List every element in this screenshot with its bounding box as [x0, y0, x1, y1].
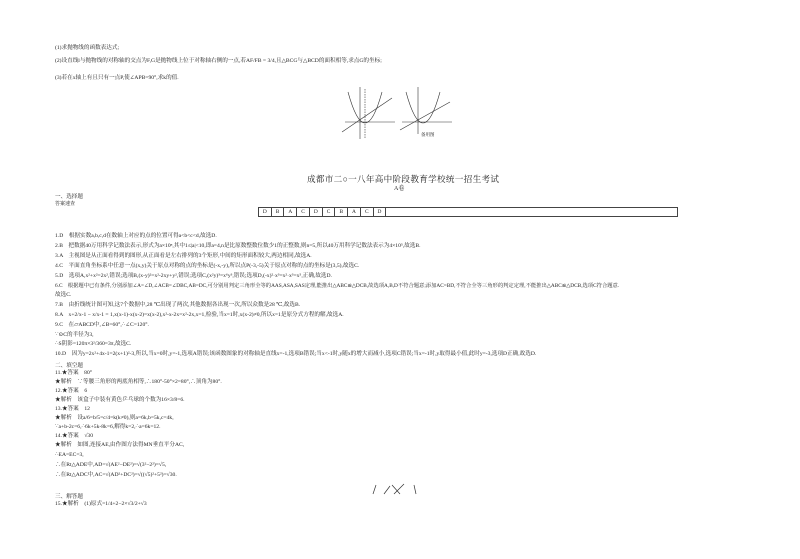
parabola-figure-main — [342, 87, 395, 139]
top-question-3: (3)若在x轴上有且只有一点P,使∠APB=90°,求k的值. — [55, 75, 179, 81]
fill-line: 13.★答案 12 — [55, 406, 90, 412]
fill-line: 11.★答案 80° — [55, 370, 92, 376]
fill-line: 12.★答案 6 — [55, 388, 88, 394]
answer-cell: D — [259, 208, 272, 217]
solution-line: 4.C 平面直角坐标系中任意一点(x,y)关于原点对称的点的坐标是(-x,-y),所以点P(-3,-5)关于原点对称的点的坐标是(3,5),故选C. — [55, 263, 360, 269]
solution-line: 2.B 把数据40万用科学记数法表示,形式为a×10ⁿ,其中1≤|a|<10,即a=4,n是比原数整数位数少1的正整数,则n=5,所以40万用科学记数法表示为4×10⁵,故选B. — [55, 243, 421, 249]
answer-row — [259, 208, 678, 217]
answer-cell-blank — [386, 208, 678, 217]
solution-line: 6.C 根据题中已有条件,分别添加∠A=∠D,∠ACB=∠DBC,AB=DC,可分别用判定三角形全等的AAS,ASA,SAS定理,能推出△ABC≌△DCB,故选项A,B,D不符合题意;添加AC=BD,不符合全等三角形的判定定理,不能推出△ABC≌△DCB,选项C符合题意. — [55, 283, 620, 289]
answer-cell: C — [297, 208, 310, 217]
construction-sketch — [370, 482, 430, 496]
answer-cell: D — [373, 208, 386, 217]
answer-cell: D — [309, 208, 322, 217]
section-fill-heading: 二、填空题 — [55, 363, 83, 369]
fill-line: ∴EA=EC=3, — [55, 452, 84, 458]
solution-line: ∵⊙C的半径为3, — [55, 332, 94, 338]
answer-cell: A — [284, 208, 297, 217]
top-question-1: (1)求抛物线的函数表达式; — [55, 45, 120, 51]
solution-line: 10.D 因为y=2x²+4x-1=2(x+1)²-3,所以,当x=0时,y=-1,选项A错误;该函数图象的对称轴是直线x=-1,选项B错误;当x<-1时,y随x的增大而减小,选项C错误;当x=-1时,y取得最小值,此时y=-3,选项D正确,故选D. — [55, 351, 537, 357]
fill-line: ∴在Rt△ADE中,AD=√(AE²−DE²)=√(3²−2²)=√5, — [55, 462, 167, 468]
top-question-2: (2)设直线l与抛物线的对称轴的交点为F,G是抛物线上位于对称轴右侧的一点,若AF/FB = 3/4,且△BCG与△BCD的面积相等,求点G的坐标; — [55, 58, 382, 64]
fill-line: ★解析 ∵等腰三角形的两底角相等,∴180°-50°×2=80°,∴顶角为80°. — [55, 379, 222, 385]
parabola-figure-spare — [400, 87, 452, 134]
section-choice-heading: 一、选择题 — [55, 194, 83, 200]
fill-line: ★解析 如图,连接AE,由作图方法得MN垂直平分AC, — [55, 442, 185, 448]
solution-line: ∴S阴影=120π×3²/360=3π,故选C. — [55, 341, 132, 347]
solution-line: 故选C. — [55, 292, 72, 298]
answer-cell: A — [348, 208, 361, 217]
solution-line: 3.A 主视图是从正面看得到的图形,从正面看是左右排列的3个矩形,中间的矩形面积较大,两边相同,故选A. — [55, 253, 312, 259]
answer-table — [258, 207, 678, 217]
solution-line: 7.B 由折线统计图可知,这7个数据中,28 ℃出现了两次,其他数据各出现一次,所以众数是28 ℃,故选B. — [55, 302, 301, 308]
figure-caption: 备用图 — [421, 132, 435, 137]
page-subtitle: A卷 — [394, 186, 405, 192]
fill-line: ∵a+b-2c=6,∴6k+5k-8k=6,解得k=2,∴a=6k=12. — [55, 424, 161, 430]
page-title: 成都市二○一八年高中阶段教育学校统一招生考试 — [307, 174, 500, 184]
answer-cell: B — [335, 208, 348, 217]
solution-line: 5.D 选项A,x²+x²=2x²,错误;选项B,(x-y)²=x²-2xy+y²,错误;选项C,(x²y)³=x⁶y³,错误;选项D,(-x)²·x³=x²·x³=x⁵,正确,故选D. — [55, 273, 332, 279]
q15-solution: 15.★解析 (1)原式=1/4+2−2×√3/2+√3 — [55, 501, 147, 507]
solution-line: 8.A x+2/x-1 − x/x-1 = 1,x(x-1)-x(x-2)=x(x-2),x²-x-2x=x²-2x,x=1,检验,当x=1时,x(x-2)≠0,所以x=1是原分式方程的解,故选A. — [55, 312, 344, 318]
solution-line: 1.D 根据实数a,b,c,d在数轴上对应的点的位置可得a<b<c<d,故选D. — [55, 233, 217, 239]
fill-line: ∴在Rt△ADC中,AC=√(AD²+DC²)=√((√5)²+5²)=√30. — [55, 472, 177, 478]
answer-cell: C — [322, 208, 335, 217]
answer-quick-label: 答案速查 — [55, 202, 76, 207]
solution-line: 9.C 在▱ABCD中,∠B=60°,∴∠C=120°. — [55, 322, 149, 328]
section-answer-heading: 三、解答题 — [55, 494, 83, 500]
fill-line: ★解析 该盒子中装有黄色乒乓球的个数为16×3/8=6. — [55, 397, 185, 403]
answer-cell: B — [271, 208, 284, 217]
answer-cell: C — [360, 208, 373, 217]
fill-line: 14.★答案 √30 — [55, 433, 94, 439]
fill-line: ★解析 设a/6=b/5=c/4=k(k≠0),则a=6k,b=5k,c=4k, — [55, 415, 174, 421]
parabola-figures — [340, 84, 460, 144]
